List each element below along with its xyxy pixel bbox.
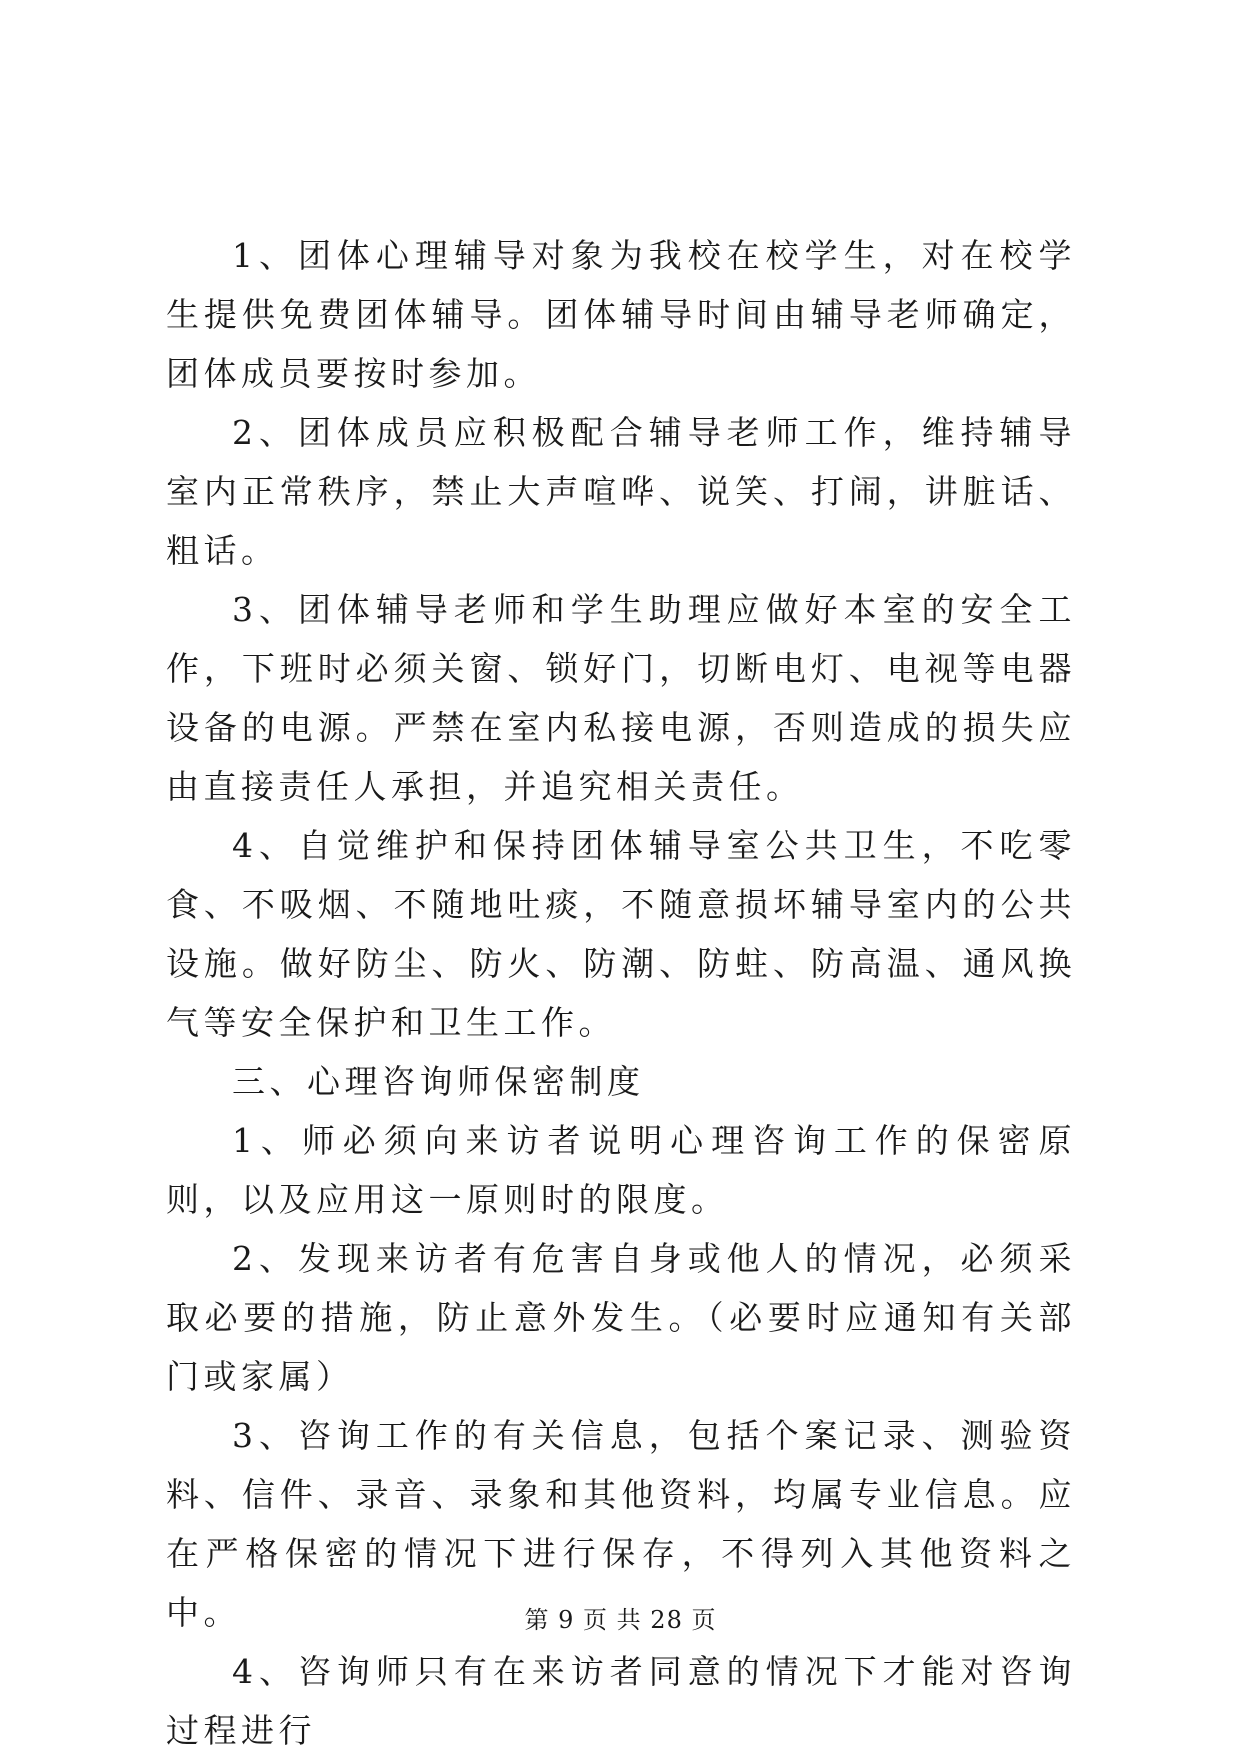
paragraph-group-rule-2: 2、团体成员应积极配合辅导老师工作，维持辅导室内正常秩序，禁止大声喧哗、说笑、打闹，讲脏话、粗话。 <box>166 413 1076 570</box>
paragraph-confidentiality-rule-4: 4、咨询师只有在来访者同意的情况下才能对咨询过程进行 <box>166 1652 1076 1750</box>
paragraph-confidentiality-rule-2: 2、发现来访者有危害自身或他人的情况，必须采取必要的措施，防止意外发生。（必要时应通知有关部门或家属） <box>166 1239 1076 1396</box>
page-number-label: 第 9 页 共 28 页 <box>524 1606 717 1634</box>
paragraph-confidentiality-rule-3: 3、咨询工作的有关信息，包括个案记录、测验资料、信件、录音、录象和其他资料，均属专业信息。应在严格保密的情况下进行保存，不得列入其他资料之中。 <box>166 1416 1076 1632</box>
page-footer <box>0 1600 1241 1635</box>
paragraph-confidentiality-rule-1: 1、师必须向来访者说明心理咨询工作的保密原则，以及应用这一原则时的限度。 <box>166 1121 1076 1219</box>
section-heading-confidentiality: 三、心理咨询师保密制度 <box>232 1062 645 1101</box>
paragraph-group-rule-4: 4、自觉维护和保持团体辅导室公共卫生，不吃零食、不吸烟、不随地吐痰，不随意损坏辅导室内的公共设施。做好防尘、防火、防潮、防蛀、防高温、通风换气等安全保护和卫生工作。 <box>166 826 1076 1042</box>
paragraph-group-rule-3: 3、团体辅导老师和学生助理应做好本室的安全工作，下班时必须关窗、锁好门，切断电灯、电视等电器设备的电源。严禁在室内私接电源，否则造成的损失应由直接责任人承担，并追究相关责任。 <box>166 590 1076 806</box>
paragraph-group-rule-1: 1、团体心理辅导对象为我校在校学生，对在校学生提供免费团体辅导。团体辅导时间由辅导老师确定，团体成员要按时参加。 <box>166 236 1076 393</box>
document-body <box>166 226 1076 1760</box>
